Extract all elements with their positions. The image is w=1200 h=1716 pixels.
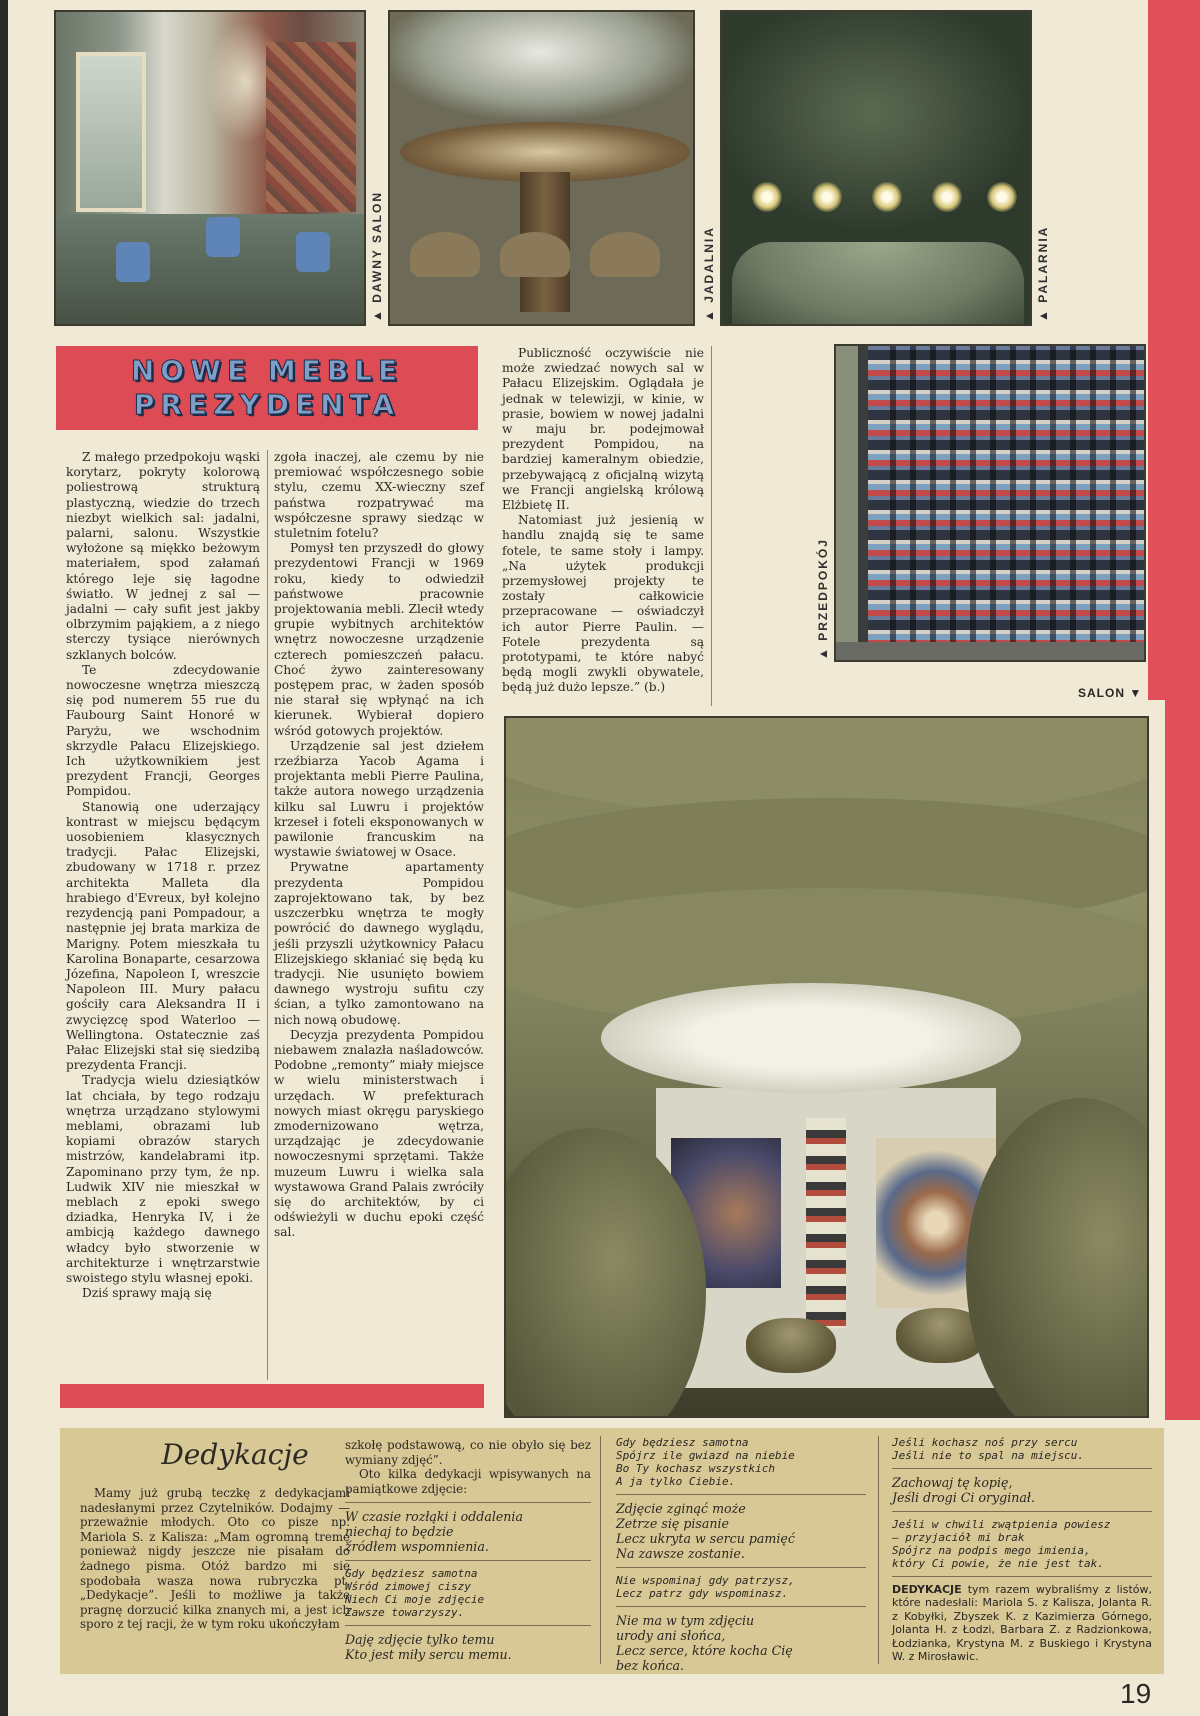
paragraph: Stanowią one uderzający kontrast w miejscu będącym uosobieniem klasycznych tradycji. Pałac Elizejski, zbudowany w 1718 r. przez architekta Malleta dla hrabiego d'Evreux, był kolejno rezydencją pani Pompadour, a następnie jej brata markiza de Marigny. Potem mieszkała tu Karolina Bonaparte, cesarzowa Józefina, Napoleon I, wreszcie Napoleon III. Mury pałacu gościły cara Aleksandra II i zwycięzcę spod Waterloo — Wellingtona. Ostatecznie zaś Pałac Elizejski stał się siedzibą prezydenta Francji. [66,799,260,1073]
photo-anteroom [834,344,1146,662]
paragraph: Publiczność oczywiście nie może zwiedzać nowych sal w Pałacu Elizejskim. Oglądała je jednak w telewizji, w kinie, w prasie, bowiem w nowej jadalni w maju br. podejmował prezydent Pompidou, na bardziej kameralnym obiedzie, przebywającą z oficjalną wizytą we Francji angielską królową Elżbietę II. [502,346,704,513]
paragraph: zgoła inaczej, ale czemu by nie premiować współczesnego sobie stylu, czemu XX-wieczny szef państwa rozpatrywać ma współczesne sprawy siedząc w stuletnim fotelu? [274,450,484,541]
lamp-shape [932,182,962,212]
paragraph: Prywatne apartamenty prezydenta Pompidou zaprojektowano tak, by bez uszczerbku wnętrza te mogły powrócić do dawnego wyglądu, jeśli przyszli użytkownicy Pałacu Elizejskiego skłaniać się będą ku tradycji. Nie usunięto bowiem dawnego wystroju sufitu czy ścian, a tylko zamontowano na nich nową obudowę. [274,860,484,1027]
photo-salon [504,716,1149,1418]
dedykacje-column-4 [892,1436,1152,1663]
lamp-shape [872,182,902,212]
dedykacje-intro [80,1486,350,1632]
lamp-shape [812,182,842,212]
rule [616,1606,866,1607]
article-column-1 [66,450,260,1301]
seat-shape [500,232,570,277]
dedykacje-column-3 [616,1436,866,1673]
dedication-poem: Jeśli w chwili zwątpienia powiesz — przyjaciół mi brak Spójrz na podpis mego imienia, który Ci powie, że nie jest tak. [892,1518,1111,1570]
red-edge-strip-lower [1165,700,1200,1420]
article-column-3 [502,346,704,696]
seat-shape [410,232,480,277]
paragraph: Decyzja prezydenta Pompidou niebawem znalazła naśladowców. Podobne „remonty” miały miejsce w wielu ministerstwach i urzędach. W prefekturach nowych miast okręgu paryskiego zmodernizowano wętrza, urządzając je zdecydowanie nowoczesnymi sprzętami. Także muzeum Luwru i wielka sala wystawowa Grand Palais zwróciły się do architektów, by ci odświeżyli w duchu epoki część sal. [274,1027,484,1240]
page-number: 19 [1120,1678,1152,1709]
column-divider [711,346,712,706]
tapestry-shape [266,42,356,212]
rule [892,1468,1152,1469]
headline-line-1: NOWE MEBLE [130,354,404,387]
rule [345,1560,591,1561]
dedication-poem: Nie ma w tym zdjęciu urody ani słońca, Lecz serce, które kocha Cię bez końca. [616,1613,793,1673]
red-bar [60,1384,484,1408]
rule [616,1494,866,1495]
photo-old-salon [54,10,366,326]
caption-salon: SALON ▼ [1078,686,1143,700]
chair-shape [116,242,150,282]
paragraph: Tradycja wielu dziesiątków lat chciała, by tego rodzaju wnętrza urządzano stylowymi meblami, obrazami lub kopiami obrazów starych mistrzów, kandelabrami itp. Zapominano przy tym, że np. Ludwik XIV nie mieszkał w meblach z epoki swego dziadka, Henryka IV, i że ambicją każdego dawnego władcy było stworzenie w architekturze i wnętrzarstwie swoistego stylu własnej epoki. [66,1073,260,1285]
column-art-shape [806,1118,846,1328]
paragraph: Urządzenie sal jest dziełem rzeźbiarza Yacob Agama i projektanta mebli Pierre Paulina, także autora nowego urządzenia kilku sal Luwru i projektów krzeseł i foteli eksponowanych w pawilonie francuskim na wystawie światowej w Osace. [274,738,484,860]
dedication-poem: Zdjęcie zginąć może Zetrze się pisanie Lecz ukryta w sercu pamięć Na zawsze zostanie. [616,1501,795,1561]
caption-dawny-salon: ▲ DAWNY SALON [370,191,384,322]
dedykacje-credits-text: tym razem wybraliśmy z listów, które nadesłali: Mariola S. z Kalisza, Jolanta R. z Kobyłki, Zbyszek K. z Kazimierza Górnego, Jolanta H. z Łodzi, Barbara Z. z Radzionkowa, Łodzianka, Krystyna M. z Buskiego i Krystyna W. z Mirosławic. [892,1583,1152,1664]
paragraph: Dziś sprawy mają się [82,1286,212,1301]
red-edge-strip [1148,0,1200,700]
paragraph: Pomysł ten przyszedł do głowy prezydentowi Francji w 1969 roku, kiedy to odwiedził państwowe pracownie projektowania mebli. Zlecił wtedy grupie wybitnych architektów wnętrz nowoczesne urządzenie czterech pomieszczeń pałacu. Choć żywo zainteresowany postępem prac, w żaden sposób nie starał się wpłynąć na ich kierunek. Wybierał dopiero wśród gotowych projektów. [274,541,484,738]
dedication-poem: W czasie rozłąki i oddalenia niechaj to będzie źródłem wspomnienia. [345,1509,523,1555]
dedykacje-box [60,1428,1164,1674]
floor-shape [836,642,1144,660]
dedication-poem: Gdy będziesz samotna Spójrz ile gwiazd na niebie Bo Ty kochasz wszystkich A ja tylko Ciebie. [616,1436,795,1488]
dedication-poem: Zachowaj tę kopię, Jeśli drogi Ci oryginał. [892,1475,1035,1505]
paragraph: Oto kilka dedykacji wpisywanych na pamiątkowe zdjęcie: [345,1467,591,1496]
photo-dining-room [388,10,695,326]
dedykacje-title: Dedykacje [161,1438,309,1471]
rule [892,1576,1152,1577]
rule [892,1511,1152,1512]
seat-shape [590,232,660,277]
paragraph: Natomiast już jesienią w handlu znajdą się te same fotele, te same stoły i lampy. „Na użytek produkcji przemysłowej projekty te zostały całkowicie przepracowane — oświadczył ich autor Pierre Paulin. — Fotele prezydenta są prototypami, te które nabyć będą mogli zwykli obywatele, będą już dużo lepsze.” (b.) [502,513,704,695]
dedication-poem: Jeśli kochasz noś przy sercu Jeśli nie to spal na miejscu. [892,1436,1085,1462]
column-rule [878,1436,879,1664]
dedication-poem: Nie wspominaj gdy patrzysz, Lecz patrz gdy wspominasz. [616,1574,795,1600]
dedication-poem: Gdy będziesz samotna Wśród zimowej ciszy Niech Ci moje zdjęcie Zawsze towarzyszy. [345,1567,485,1620]
chair-shape [206,217,240,257]
rule [345,1625,591,1626]
chair-shape [296,232,330,272]
mirror-shape [76,52,146,212]
caption-jadalnia: ▲ JADALNIA [702,226,716,322]
lamp-shape [987,182,1017,212]
paragraph: Mamy już grubą teczkę z dedykacjami nadesłanymi przez Czytelników. Dodajmy — przeważnie młodych. Oto co pisze np. Mariola S. z Kalisza: „Mam ogromną tremę ponieważ nigdy jeszcze nie pisałam do żadnego pisma. Otóż bardzo mi się spodobała wasza nowa rubryczka pt. „Dedykacje”. Jeśli to możliwe ja także pragnę dorzucić kilka znanych mi, a jest ich sporo z tej racji, że w tym roku ukończyłam [80,1486,350,1632]
paragraph: Te zdecydowanie nowoczesne wnętrza mieszczą się pod numerem 55 rue du Faubourg Saint Honoré w Paryżu, we wschodnim skrzydle Pałacu Elizejskiego. Ich użytkownikiem jest prezydent Francji, Georges Pompidou. [66,662,260,799]
dedykacje-column-2 [345,1438,591,1662]
rule [345,1502,591,1503]
dedication-poem: Daję zdjęcie tylko temu Kto jest miły sercu memu. [345,1632,512,1663]
headline-box [56,346,478,430]
column-divider [267,450,268,1380]
photo-smoking-room [720,10,1032,326]
lamp-shape [752,182,782,212]
column-rule [600,1436,601,1664]
dedykacje-credits [892,1583,1152,1663]
sofa-shape [732,242,1024,326]
pouf-shape [746,1318,836,1373]
ceiling-opening-shape [601,983,1021,1093]
caption-przedpokoj: ▲ PRZEDPOKÓJ [816,538,830,660]
caption-palarnia: ▲ PALARNIA [1036,225,1050,322]
headline-line-2: PREZYDENTA [133,388,401,421]
wall-pattern-shape [876,346,1144,660]
dedykacje-label: DEDYKACJE [892,1583,962,1596]
article-column-2 [274,450,484,1241]
paragraph: Z małego przedpokoju wąski korytarz, pokryty kolorową poliestrową strukturą plastyczną, wiedzie do trzech niezbyt wielkich sal: jadalni, palarni, salonu. Wszystkie wyłożone są miękko beżowym materiałem, spod załamań którego leje się łagodne światło. W jednej z sal — jadalni — cały sufit jest jakby olbrzymim pająkiem, a z niego sterczy tysiące nierównych szklanych bolców. [66,450,260,662]
rule [616,1567,866,1568]
paragraph: szkołę podstawową, co nie obyło się bez wymiany zdjęć”. [345,1438,591,1467]
